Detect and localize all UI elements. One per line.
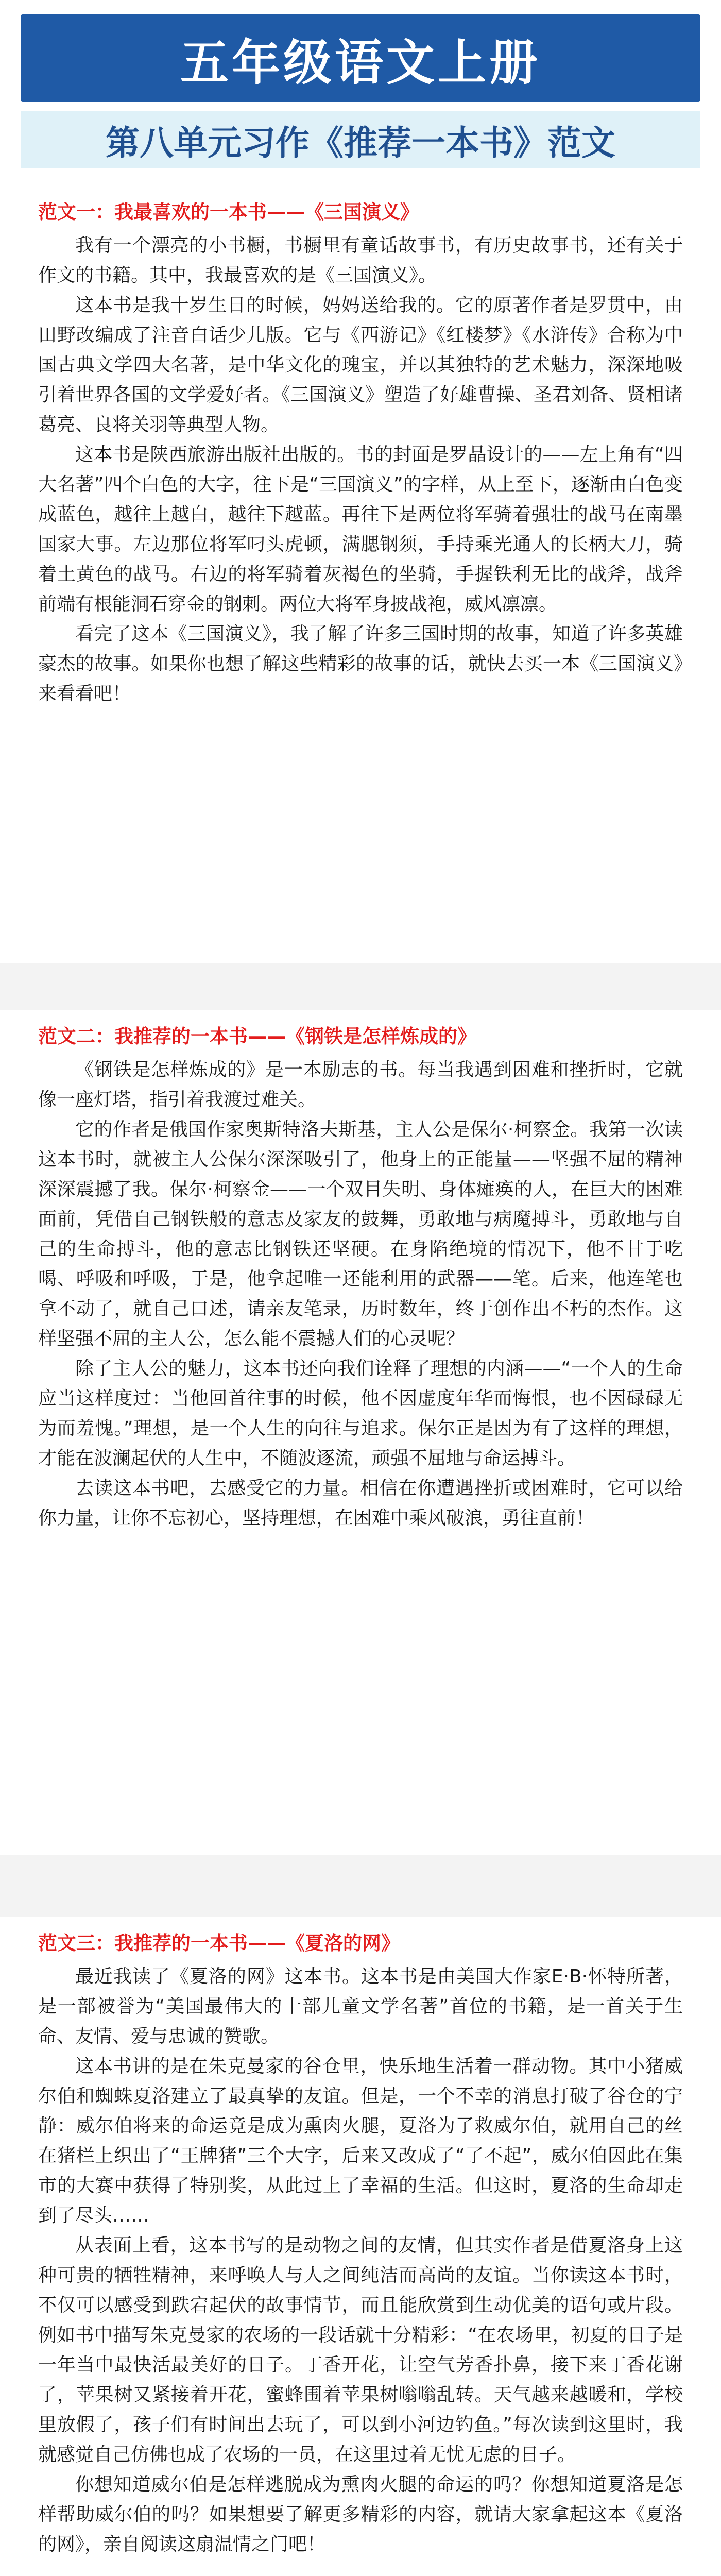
essay-heading: 我最喜欢的一本书——《三国演义》 bbox=[114, 201, 419, 223]
page-subtitle: 第八单元习作《推荐一本书》范文 bbox=[106, 122, 615, 163]
essay-paragraph: 你想知道威尔伯是怎样逃脱成为熏肉火腿的命运的吗？你想知道夏洛是怎样帮助威尔伯的吗？如果想要了解更多精彩的内容，就请大家拿起这本《夏洛的网》，亲自阅读这扇温情之门吧！ bbox=[38, 2474, 683, 2555]
essay-paragraph: 除了主人公的魅力，这本书还向我们诠释了理想的内涵——“一个人的生命应当这样度过：当他回首往事的时候，他不因虚度年华而悔恨，也不因碌碌无为而羞愧。”理想，是一个人生的向往与追求。保尔正是因为有了这样的理想，才能在波澜起伏的人生中，不随波逐流，顽强不屈地与命运搏斗。 bbox=[38, 1358, 683, 1469]
subtitle-banner bbox=[21, 111, 700, 168]
essay-title bbox=[38, 199, 683, 226]
essay-card-2 bbox=[21, 1010, 700, 1549]
essay-paragraph: 这本书是陕西旅游出版社出版的。书的封面是罗晶设计的——左上角有“四大名著”四个白色的大字，往下是“三国演义”的字样，从上至下，逐渐由白色变成蓝色，越往上越白，越往下越蓝。再往下是两位将军骑着强壮的战马在南墨国家大事。左边那位将军叼头虎顿，满腮钢须，手持乘光通人的长柄大刀，骑着土黄色的战马。右边的将军骑着灰褐色的坐骑，手握铁利无比的战斧，战斧前端有根能洞石穿金的钢刺。两位大将军身披战袍，威风凛凛。 bbox=[38, 444, 683, 615]
essay-title bbox=[38, 1023, 683, 1050]
essay-label: 范文三： bbox=[38, 1932, 114, 1954]
essay-card-3 bbox=[21, 1917, 700, 2575]
essay-label: 范文二： bbox=[38, 1025, 114, 1047]
essay-paragraph: 它的作者是俄国作家奥斯特洛夫斯基，主人公是保尔·柯察金。我第一次读这本书时，就被主人公保尔深深吸引了，他身上的正能量——坚强不屈的精神深深震撼了我。保尔·柯察金——一个双目失明、身体瘫痪的人，在巨大的困难面前，凭借自己钢铁般的意志及家友的鼓舞，勇敢地与病魔搏斗，勇敢地与自己的生命搏斗，他的意志比钢铁还坚硬。在身陷绝境的情况下，他不甘于吃喝、呼吸和呼吸，于是，他拿起唯一还能利用的武器——笔。后来，他连笔也拿不动了，就自己口述，请亲友笔录，历时数年，终于创作出不朽的杰作。这样坚强不屈的主人公，怎么能不震撼人们的心灵呢？ bbox=[38, 1119, 683, 1349]
essay-paragraph: 看完了这本《三国演义》，我了解了许多三国时期的故事，知道了许多英雄豪杰的故事。如果你也想了解这些精彩的故事的话，就快去买一本《三国演义》来看看吧！ bbox=[38, 623, 683, 704]
essay-heading: 我推荐的一本书——《夏洛的网》 bbox=[114, 1932, 400, 1954]
essay-card-1 bbox=[21, 185, 700, 724]
header bbox=[0, 0, 721, 188]
essay-paragraph: 我有一个漂亮的小书橱，书橱里有童话故事书，有历史故事书，还有关于作文的书籍。其中，我最喜欢的是《三国演义》。 bbox=[38, 235, 683, 286]
essay-label: 范文一： bbox=[38, 201, 114, 223]
essay-heading: 我推荐的一本书——《钢铁是怎样炼成的》 bbox=[114, 1025, 476, 1047]
essay-paragraph: 从表面上看，这本书写的是动物之间的友情，但其实作者是借夏洛身上这种可贵的牺牲精神，来呼唤人与人之间纯洁而高尚的友谊。当你读这本书时，不仅可以感受到跌宕起伏的故事情节，而且能欣赏到生动优美的语句或片段。例如书中描写朱克曼家的农场的一段话就十分精彩：“在农场里，初夏的日子是一年当中最快活最美好的日子。丁香开花，让空气芳香扑鼻，接下来丁香花谢了，苹果树又紧接着开花，蜜蜂围着苹果树嗡嗡乱转。天气越来越暖和，学校里放假了，孩子们有时间出去玩了，可以到小河边钓鱼。”每次读到这里时，我就感觉自己仿佛也成了农场的一员，在这里过着无忧无虑的日子。 bbox=[38, 2235, 683, 2465]
section-divider bbox=[0, 963, 721, 1010]
title-banner bbox=[21, 14, 700, 102]
essay-paragraph: 这本书是我十岁生日的时候，妈妈送给我的。它的原著作者是罗贯中，由田野改编成了注音白话少儿版。它与《西游记》《红楼梦》《水浒传》合称为中国古典文学四大名著，是中华文化的瑰宝，并以其独特的艺术魅力，深深地吸引着世界各国的文学爱好者。《三国演义》塑造了好雄曹操、圣君刘备、贤相诸葛亮、良将关羽等典型人物。 bbox=[38, 295, 683, 435]
page-title: 五年级语文上册 bbox=[180, 34, 541, 91]
essay-paragraph: 去读这本书吧，去感受它的力量。相信在你遭遇挫折或困难时，它可以给你力量，让你不忘初心，坚持理想，在困难中乘风破浪，勇往直前！ bbox=[38, 1478, 683, 1529]
essay-title bbox=[38, 1930, 683, 1957]
essay-paragraph: 《钢铁是怎样炼成的》是一本励志的书。每当我遇到困难和挫折时，它就像一座灯塔，指引着我渡过难关。 bbox=[38, 1059, 683, 1110]
essay-paragraph: 这本书讲的是在朱克曼家的谷仓里，快乐地生活着一群动物。其中小猪威尔伯和蜘蛛夏洛建立了最真挚的友谊。但是，一个不幸的消息打破了谷仓的宁静：威尔伯将来的命运竟是成为熏肉火腿，夏洛为了救威尔伯，就用自己的丝在猪栏上织出了“王牌猪”三个大字，后来又改成了“了不起”，威尔伯因此在集市的大赛中获得了特别奖，从此过上了幸福的生活。但这时，夏洛的生命却走到了尽头…… bbox=[38, 2056, 683, 2226]
section-divider bbox=[0, 1855, 721, 1917]
essay-paragraph: 最近我读了《夏洛的网》这本书。这本书是由美国大作家E·B·怀特所著，是一部被誉为“美国最伟大的十部儿童文学名著”首位的书籍，是一首关于生命、友情、爱与忠诚的赞歌。 bbox=[38, 1966, 683, 2047]
